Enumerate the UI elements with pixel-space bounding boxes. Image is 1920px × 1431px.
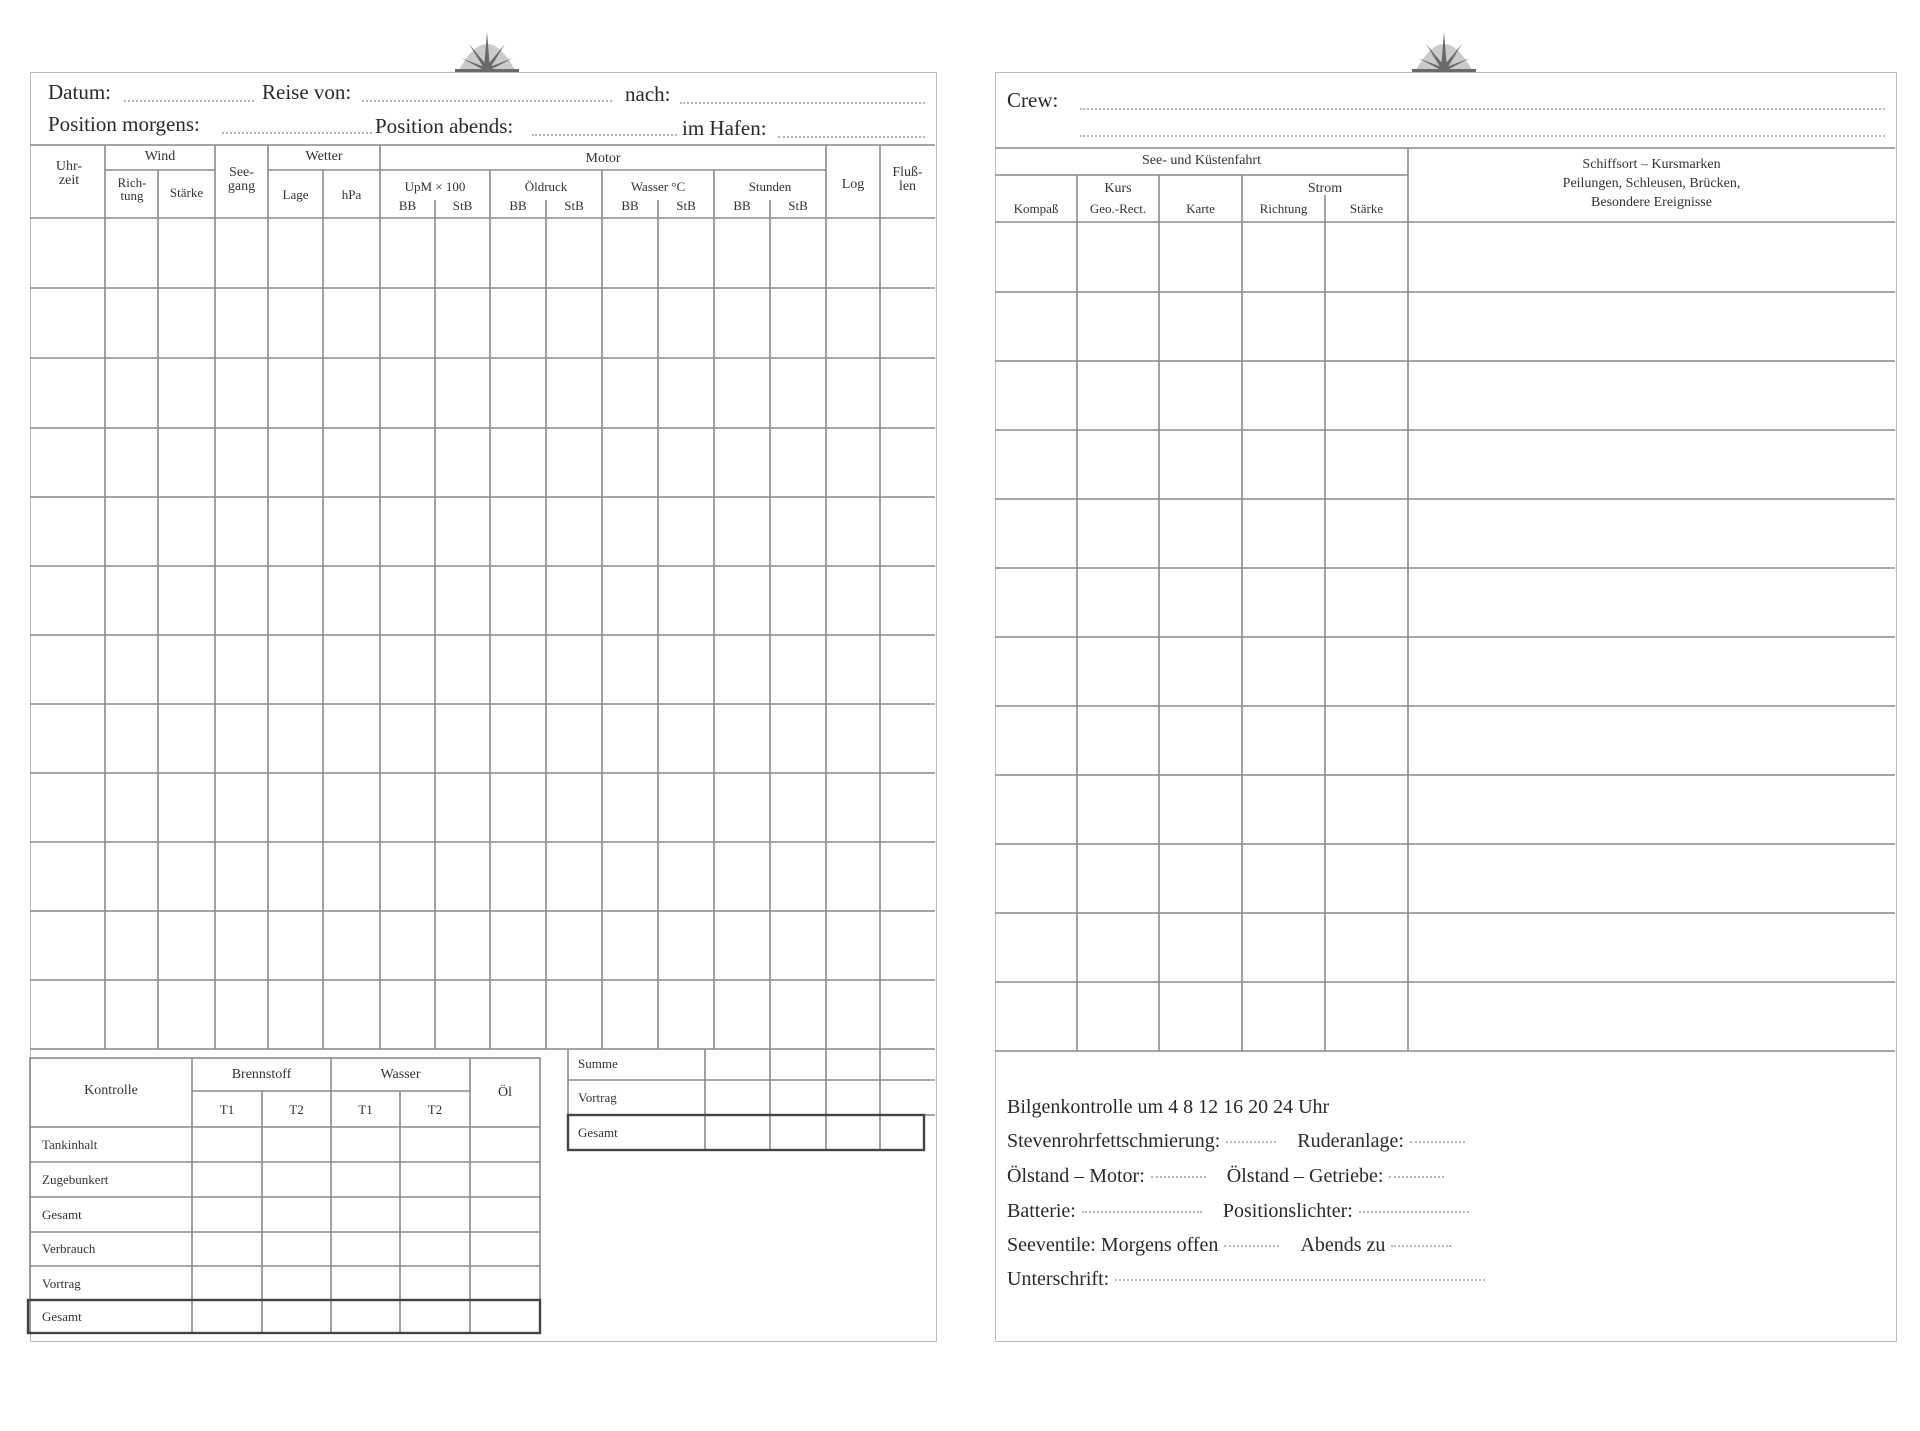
uhrzeit-header: Uhr- zeit <box>55 159 83 188</box>
tankinhalt-label: Tankinhalt <box>42 1137 98 1152</box>
ruderanlage-label: Ruderanlage: <box>1297 1130 1404 1152</box>
crew-label: Crew: <box>1007 88 1059 112</box>
upm-stb: StB <box>452 198 473 213</box>
notes-header-line-3: Besondere Ereignisse <box>1591 195 1712 210</box>
seeventile-morgens-field[interactable] <box>1224 1245 1279 1247</box>
oeldruck-bb: BB <box>509 198 527 213</box>
gesamt-summary-label: Gesamt <box>578 1125 618 1140</box>
vortrag-control-label: Vortrag <box>42 1276 81 1291</box>
seeventile-abends-field[interactable] <box>1391 1245 1451 1247</box>
seeventile-label: Seeventile: Morgens offen <box>1007 1234 1219 1256</box>
position-morgens-label: Position morgens: <box>48 112 200 136</box>
wind-staerke-header: Stärke <box>169 185 204 200</box>
unterschrift-label: Unterschrift: <box>1007 1268 1110 1290</box>
batterie-label: Batterie: <box>1007 1200 1076 1222</box>
oelstand-getriebe-label: Ölstand – Getriebe: <box>1226 1165 1384 1187</box>
upm-bb: BB <box>398 198 417 213</box>
summe-label: Summe <box>578 1056 618 1071</box>
position-abends-label: Position abends: <box>375 114 514 138</box>
geo-rect-header: Geo.-Rect. <box>1089 201 1147 216</box>
oeldruck-stb: StB <box>564 198 584 213</box>
wasser-bb: BB <box>621 198 639 213</box>
wetter-lage-header: Lage <box>282 187 309 202</box>
verbrauch-label: Verbrauch <box>42 1241 96 1256</box>
unterschrift-line <box>1007 1268 1491 1291</box>
kurs-header: Kurs <box>1104 181 1132 196</box>
positionslichter-field[interactable] <box>1359 1211 1469 1213</box>
motor-header: Motor <box>585 151 621 166</box>
oelstand-motor-field[interactable] <box>1151 1176 1206 1178</box>
wasser-t1: T1 <box>358 1102 373 1117</box>
wetter-header: Wetter <box>305 149 343 164</box>
wasser-temp-header: Wasser °C <box>630 179 686 194</box>
notes-header-line-2: Peilungen, Schleusen, Brücken, <box>1562 176 1741 191</box>
stunden-stb: StB <box>788 198 808 213</box>
seeventile-line <box>1007 1234 1457 1257</box>
strom-header: Strom <box>1307 181 1343 196</box>
nach-label: nach: <box>625 82 671 106</box>
stevenrohr-line <box>1007 1130 1471 1153</box>
reise-von-label: Reise von: <box>262 80 352 104</box>
oel-header: Öl <box>498 1085 512 1100</box>
batterie-field[interactable] <box>1082 1211 1202 1213</box>
bilgenkontrolle-label: Bilgenkontrolle um 4 8 12 16 20 24 Uhr <box>1007 1096 1330 1118</box>
abends-zu-label: Abends zu <box>1300 1234 1386 1256</box>
stevenrohr-field[interactable] <box>1226 1141 1276 1143</box>
oelstand-line <box>1007 1165 1450 1188</box>
wasser-stb: StB <box>676 198 696 213</box>
gesamt-final-label: Gesamt <box>42 1309 82 1324</box>
hafen-label: im Hafen: <box>682 116 767 140</box>
datum-label: Datum: <box>48 80 111 104</box>
wind-header: Wind <box>144 149 176 164</box>
seegang-header: See- gang <box>227 165 256 194</box>
brennstoff-t2: T2 <box>289 1102 304 1117</box>
positionslichter-label: Positionslichter: <box>1222 1200 1353 1222</box>
stunden-header: Stunden <box>748 179 792 194</box>
vortrag-label: Vortrag <box>578 1090 617 1105</box>
brennstoff-t1: T1 <box>219 1102 235 1117</box>
notes-header-line-1: Schiffsort – Kursmarken <box>1582 157 1721 172</box>
oelstand-motor-label: Ölstand – Motor: <box>1007 1165 1145 1187</box>
strom-richtung-header: Richtung <box>1259 201 1308 216</box>
brennstoff-header: Brennstoff <box>231 1067 292 1082</box>
gesamt-control-label: Gesamt <box>42 1207 82 1222</box>
bilgenkontrolle-line <box>1007 1096 1329 1119</box>
oeldruck-header: Öldruck <box>524 179 568 194</box>
oelstand-getriebe-field[interactable] <box>1389 1176 1444 1178</box>
stunden-bb: BB <box>733 198 751 213</box>
wasser-header: Wasser <box>380 1067 421 1082</box>
stevenrohr-label: Stevenrohrfettschmierung: <box>1007 1130 1221 1152</box>
see-kuestenfahrt-header: See- und Küstenfahrt <box>1142 153 1261 168</box>
wind-richtung-header: Rich- tung <box>117 175 147 203</box>
unterschrift-field[interactable] <box>1115 1279 1485 1281</box>
wetter-hpa-header: hPa <box>341 187 362 202</box>
batterie-line <box>1007 1200 1475 1223</box>
upm-header: UpM × 100 <box>404 179 466 194</box>
kontrolle-header: Kontrolle <box>84 1083 138 1098</box>
kompass-header: Kompaß <box>1013 201 1059 216</box>
zugebunkert-label: Zugebunkert <box>42 1172 109 1187</box>
wasser-t2: T2 <box>427 1102 443 1117</box>
ruderanlage-field[interactable] <box>1410 1141 1465 1143</box>
karte-header: Karte <box>1186 201 1215 216</box>
strom-staerke-header: Stärke <box>1349 201 1384 216</box>
fluessen-header: Fluß- len <box>892 165 923 194</box>
log-header: Log <box>841 177 865 192</box>
